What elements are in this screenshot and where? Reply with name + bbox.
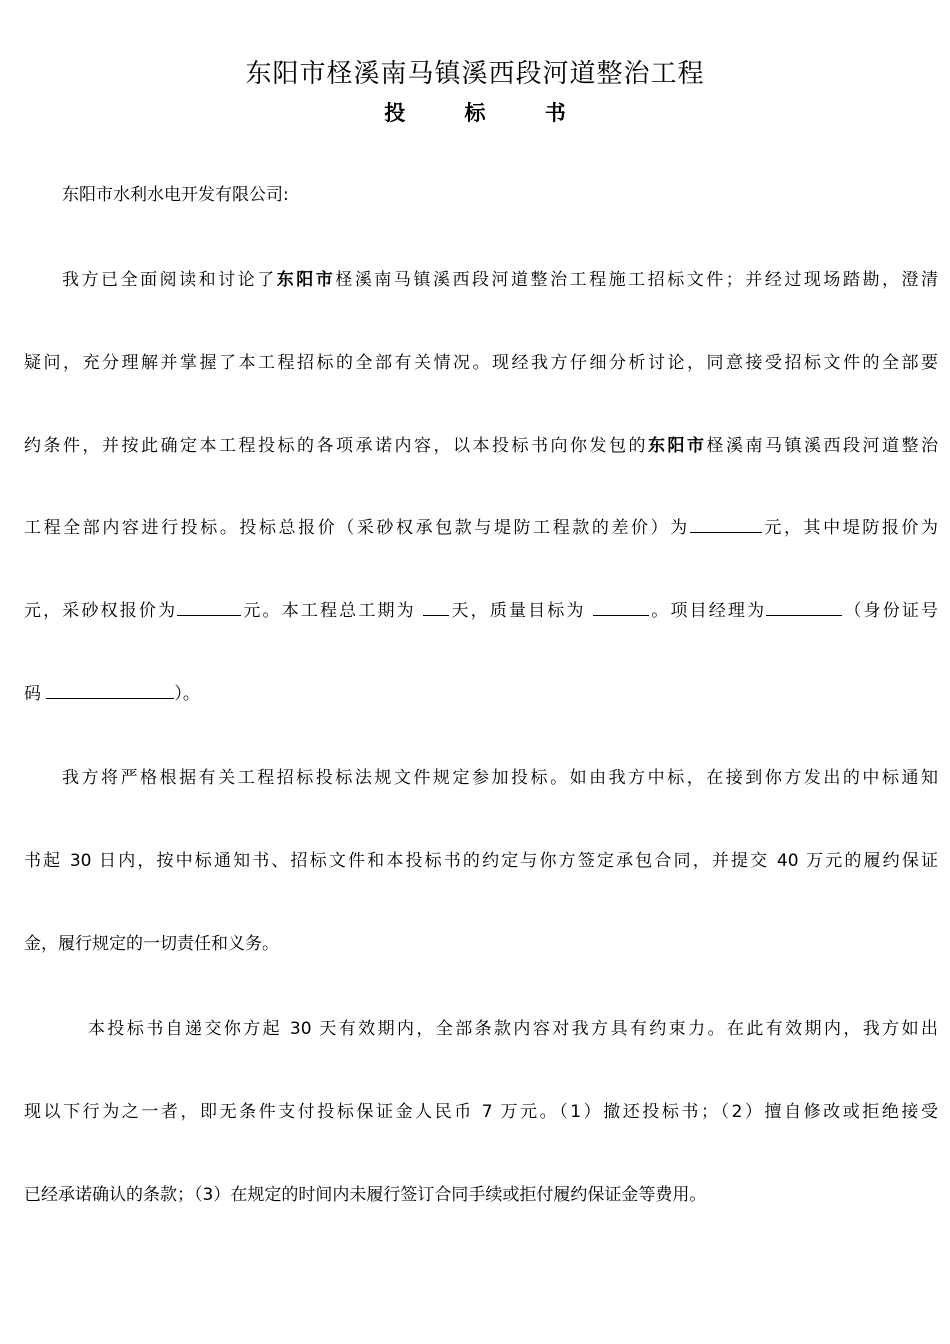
salutation: 东阳市水利水电开发有限公司: — [62, 185, 289, 205]
sand-price-blank[interactable] — [177, 600, 241, 616]
paragraph-1-line-4 — [24, 516, 938, 540]
text-run: 元。本工程总工期为 — [241, 601, 424, 621]
paragraph-3-line-2: 现以下行为之一者，即无条件支付投标保证金人民币 7 万元。（1）撤还投标书；（2）擅自修改或拒绝接受 — [24, 1102, 938, 1122]
duration-blank[interactable] — [423, 600, 449, 616]
paragraph-1-line-3 — [24, 434, 938, 458]
text-run: （身份证号 — [842, 601, 939, 621]
id-number-blank[interactable] — [46, 683, 174, 699]
project-manager-blank[interactable] — [766, 600, 842, 616]
total-price-blank[interactable] — [690, 517, 762, 533]
paragraph-3-line-1: 本投标书自递交你方起 30 天有效期内，全部条款内容对我方具有约束力。在此有效期内，我方如出 — [88, 1019, 938, 1039]
text-run: 元，采砂权报价为 — [24, 601, 178, 621]
quality-goal-blank[interactable] — [593, 600, 649, 616]
text-run: ）。 — [174, 684, 200, 704]
text-run: 柽溪南马镇溪西段河道整治 — [706, 436, 938, 456]
paragraph-2-line-1: 我方将严格根据有关工程招标投标法规文件规定参加投标。如由我方中标，在接到你方发出的中标通知 — [62, 768, 938, 788]
paragraph-1-line-1 — [62, 268, 938, 292]
paragraph-1-line-2: 疑问，充分理解并掌握了本工程招标的全部有关情况。现经我方仔细分析讨论，同意接受招标文件的全部要 — [24, 353, 938, 373]
text-run: 工程全部内容进行投标。投标总报价（采砂权承包款与堤防工程款的差价）为 — [24, 518, 690, 538]
document-subtitle: 投 标 书 — [384, 101, 592, 125]
text-run: 天，质量目标为 — [449, 601, 594, 621]
paragraph-2-line-3: 金，履行规定的一切责任和义务。 — [24, 934, 279, 954]
bold-text-run: 东阳市 — [648, 436, 707, 456]
text-run: 码 — [24, 684, 47, 704]
paragraph-3-line-3: 已经承诺确认的条款；（3）在规定的时间内未履行签订合同手续或拒付履约保证金等费用。 — [24, 1185, 707, 1205]
paragraph-2-line-2: 书起 30 日内，按中标通知书、招标文件和本投标书的约定与你方签定承包合同，并提交 40 万元的履约保证 — [24, 851, 938, 871]
paragraph-1-line-6 — [24, 682, 938, 706]
text-run: 。项目经理为 — [649, 601, 767, 621]
paragraph-1-line-5 — [24, 599, 938, 623]
text-run: 柽溪南马镇溪西段河道整治工程施工招标文件；并经过现场踏勘，澄清 — [335, 270, 939, 290]
text-run: 约条件，并按此确定本工程投标的各项承诺内容，以本投标书向你发包的 — [24, 436, 648, 456]
text-run: 元，其中堤防报价为 — [761, 518, 939, 538]
bold-text-run: 东阳市 — [276, 270, 336, 290]
text-run: 我方已全面阅读和讨论了 — [62, 270, 277, 290]
document-title: 东阳市柽溪南马镇溪西段河道整治工程 — [245, 59, 705, 89]
